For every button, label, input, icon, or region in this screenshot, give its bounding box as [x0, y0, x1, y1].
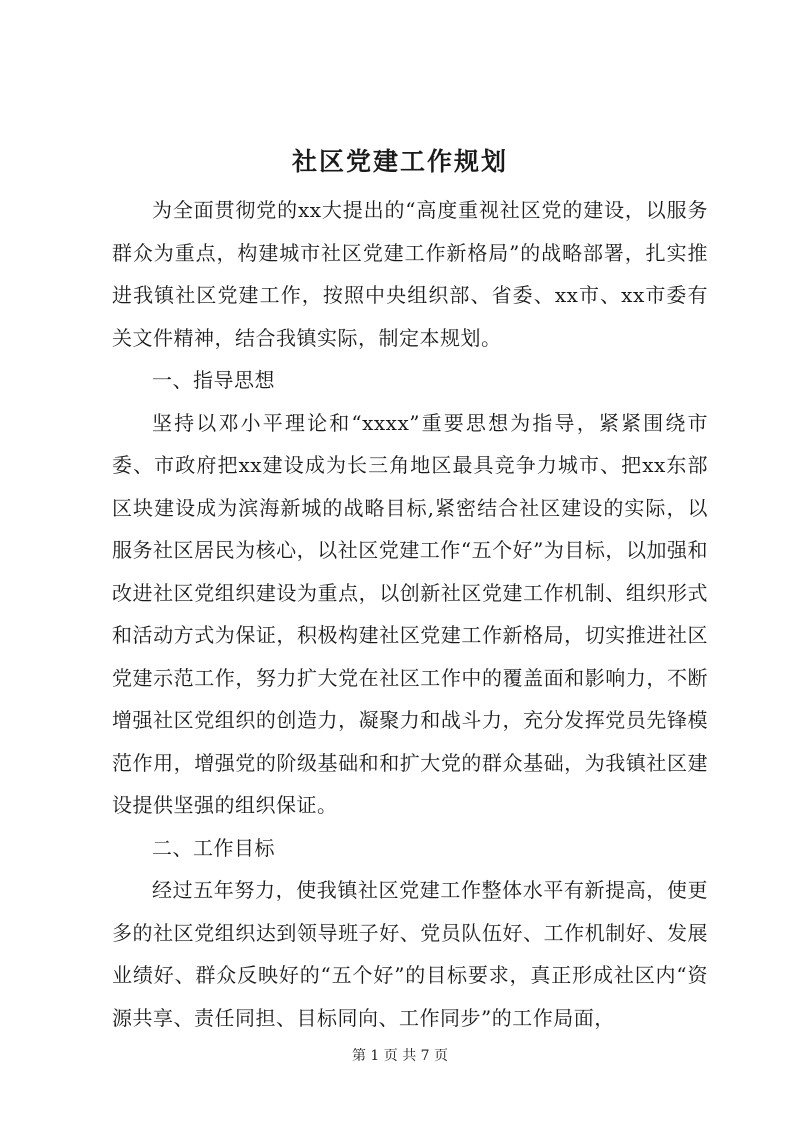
guiding-ideology-paragraph: 坚持以邓小平理论和“xxxx”重要思想为指导，紧紧围绕市委、市政府把xx建设成为长三角地区最具竞争力城市、把xx东部区块建设成为滨海新城的战略目标,紧密结合社区建设的实际，以服务社区居民为核心，以社区党建工作“五个好”为目标，以加强和改进社区党组织建设为重点，以创新社区党建工作机制、组织形式和活动方式为保证，积极构建社区党建工作新格局，切实推进社区党建示范工作，努力扩大党在社区工作中的覆盖面和影响力，不断增强社区党组织的创造力，凝聚力和战斗力，充分发挥党员先锋模范作用，增强党的阶级基础和和扩大党的群众基础，为我镇社区建设提供坚强的组织保证。: [112, 410, 708, 817]
section-heading-work-goals: 二、工作目标: [152, 835, 275, 860]
work-goals-paragraph: 经过五年努力，使我镇社区党建工作整体水平有新提高，使更多的社区党组织达到领导班子好、党员队伍好、工作机制好、发展业绩好、群众反映好的“五个好”的目标要求，真正形成社区内“资源共享、责任同担、目标同向、工作同步”的工作局面，: [112, 878, 708, 1030]
page-footer: 第 1 页 共 7 页: [351, 1048, 449, 1064]
intro-paragraph: 为全面贯彻党的xx大提出的“高度重视社区党的建设，以服务群众为重点，构建城市社区党建工作新格局”的战略部署，扎实推进我镇社区党建工作，按照中央组织部、省委、xx市、xx市委有关文件精神，结合我镇实际，制定本规划。: [112, 198, 708, 350]
section-heading-guiding-ideology: 一、指导思想: [152, 368, 275, 392]
document-body: [112, 189, 708, 1039]
document-title: 社区党建工作规划: [291, 147, 508, 176]
